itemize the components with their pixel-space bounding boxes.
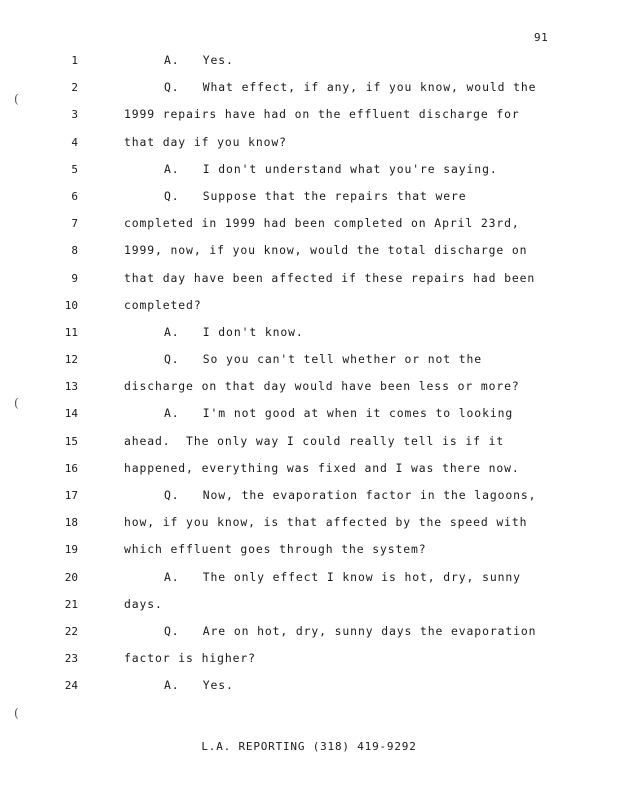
- line-number: 24: [64, 679, 78, 693]
- transcript-line: [0, 596, 618, 623]
- line-text: that day have been affected if these repairs had been: [124, 270, 536, 285]
- line-text: happened, everything was fixed and I was there now.: [124, 460, 520, 475]
- line-number: 3: [71, 108, 78, 122]
- line-number: 23: [64, 652, 78, 666]
- transcript-line: [0, 270, 618, 297]
- line-number: 5: [71, 162, 78, 176]
- transcript-line: [0, 106, 618, 133]
- line-number: 17: [64, 489, 78, 502]
- line-number: 12: [64, 353, 78, 367]
- line-text: that day if you know?: [124, 134, 287, 149]
- transcript-line: [0, 378, 618, 405]
- line-text: Q. What effect, if any, if you know, would the: [164, 80, 537, 95]
- line-number: 21: [64, 597, 78, 611]
- line-number: 1: [71, 54, 78, 67]
- transcript-line: [0, 569, 618, 596]
- transcript-line: [0, 405, 618, 432]
- punch-hole-mark: (: [14, 706, 19, 720]
- line-text: 1999 repairs have had on the effluent discharge for: [124, 107, 520, 122]
- line-text: Q. Suppose that the repairs that were: [164, 188, 467, 203]
- transcript-line: [0, 161, 618, 188]
- line-text: Q. Are on hot, dry, sunny days the evaporation: [164, 623, 537, 638]
- line-text: days.: [124, 596, 163, 611]
- transcript-line: [0, 623, 618, 650]
- transcript-line: [0, 79, 618, 106]
- transcript-body: [0, 52, 618, 705]
- line-text: completed in 1999 had been completed on April 23rd,: [124, 216, 520, 231]
- transcript-line: [0, 297, 618, 324]
- line-number: 10: [64, 298, 78, 312]
- line-text: how, if you know, is that affected by the speed with: [124, 515, 528, 530]
- line-text: A. Yes.: [164, 53, 234, 67]
- line-number: 8: [71, 244, 78, 258]
- line-text: 1999, now, if you know, would the total discharge on: [124, 243, 528, 258]
- line-number: 11: [64, 325, 78, 339]
- line-text: A. Yes.: [164, 678, 234, 693]
- line-number: 4: [71, 135, 78, 149]
- transcript-line: [0, 514, 618, 541]
- transcript-line: [0, 677, 618, 704]
- line-text: Q. So you can't tell whether or not the: [164, 352, 483, 367]
- transcript-line: [0, 242, 618, 269]
- line-text: A. The only effect I know is hot, dry, sunny: [164, 569, 521, 584]
- line-number: 16: [64, 461, 78, 475]
- line-number: 7: [71, 217, 78, 231]
- transcript-line: [0, 541, 618, 568]
- transcript-line: [0, 215, 618, 242]
- punch-hole-mark: (: [14, 92, 19, 106]
- line-number: 2: [71, 81, 78, 95]
- transcript-line: [0, 134, 618, 161]
- transcript-line: [0, 650, 618, 677]
- line-text: factor is higher?: [124, 651, 256, 666]
- transcript-line: [0, 460, 618, 487]
- transcript-line: [0, 52, 618, 79]
- transcript-line: [0, 487, 618, 514]
- line-text: ahead. The only way I could really tell is if it: [124, 433, 505, 448]
- reporter-footer: L.A. REPORTING (318) 419-9292: [201, 740, 417, 753]
- line-number: 19: [64, 543, 78, 557]
- line-text: Q. Now, the evaporation factor in the lagoons,: [164, 488, 537, 502]
- punch-hole-mark: (: [14, 396, 19, 410]
- line-number: 6: [71, 189, 78, 203]
- transcript-line: [0, 433, 618, 460]
- line-text: A. I'm not good at when it comes to looking: [164, 406, 514, 421]
- transcript-line: [0, 351, 618, 378]
- line-text: discharge on that day would have been less or more?: [124, 379, 520, 394]
- line-number: 9: [71, 271, 78, 285]
- line-text: completed?: [124, 297, 202, 312]
- transcript-line: [0, 324, 618, 351]
- line-number: 14: [64, 407, 78, 421]
- line-text: which effluent goes through the system?: [124, 542, 427, 557]
- line-text: A. I don't know.: [164, 324, 304, 339]
- transcript-line: [0, 188, 618, 215]
- line-number: 20: [64, 570, 78, 584]
- page-number: 91: [534, 31, 549, 44]
- line-text: A. I don't understand what you're saying.: [164, 161, 498, 176]
- line-number: 22: [64, 624, 78, 638]
- line-number: 18: [64, 516, 78, 530]
- line-number: 15: [64, 434, 78, 448]
- line-number: 13: [64, 380, 78, 394]
